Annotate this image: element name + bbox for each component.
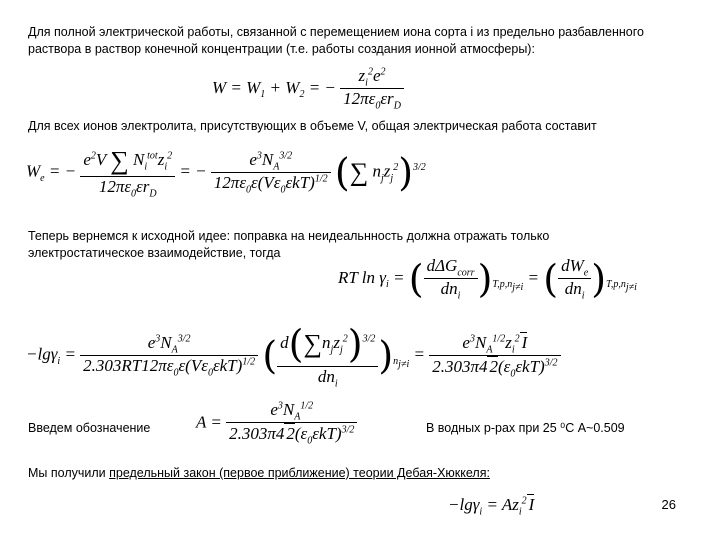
label-notation: Введем обозначение: [28, 421, 151, 435]
formula-total-work: $W_e$ = − $\frac{e^2V \sum N_i^{tot}z_i^2}{12\pi\varepsilon_0\varepsilon r_D}$ = − $\frac{e^3N_A^{3/2}}{12\pi\varepsilon_0\varepsilon(V\varepsilon_0\varepsilon kT)^{1/2}}$ (∑ $n_jz_j^2)^{3/2}$: [26, 146, 426, 200]
debye-huckel-law-link[interactable]: предельный закон (первое приближение) теории Дебая-Хюккеля:: [109, 466, 490, 480]
paragraph-prefix: Мы получили: [28, 466, 110, 480]
paragraph-idea: Теперь вернемся к исходной идее: поправка на неидеальнность должна отражать только электростатическое взаимодействие, тогда: [28, 229, 550, 260]
formula-work-ion: $W = W_1 + W_2$ = − $\frac{z_i^2e^2}{12\pi\varepsilon_0\varepsilon r_D}$: [212, 66, 404, 112]
note-aqueous-a: В водных р-рах при 25 ⁰С A~0.509: [426, 421, 625, 435]
formula-rt-ln-gamma: RT $\ln \gamma_i$ = ( $\frac{d\Delta G_{corr}}{dn_i}$ )$_{T,p,n_{j\ne i}}$ = ( $\frac{dW_e}{dn_i}$ )$_{T,p,n_{j\ne i}}$: [338, 256, 637, 302]
page-number: 26: [661, 497, 676, 512]
formula-limiting-law: $-\lg\gamma_i = Az_i^2$ I: [448, 495, 535, 518]
paragraph-total-work: Для всех ионов электролита, присутствующих в объеме V, общая электрическая работа составит: [28, 119, 597, 133]
paragraph-debye-huckel: [28, 465, 688, 482]
formula-minus-lg-gamma: −lgγ$_i$ = $\frac{e^3N_A^{3/2}}{2.303RT12\pi\varepsilon_0\varepsilon(V\varepsilon_0\varepsilon kT)^{1/2}}$ ( $\frac{d(\sum n_jz_j^2)^{3/2}}{dn_i}$ )$_{n_{j\ne i}}$ = $\frac{e^3N_A^{1/2}z_i^2 I}{2.303\pi 4 2(\varepsilon_0\varepsilon kT)^{3/2}}$: [26, 322, 561, 389]
formula-a-constant: A = $\frac{e^3N_A^{1/2}}{2.303\pi 4 2(\varepsilon_0\varepsilon kT)^{3/2}}$: [196, 400, 357, 447]
paragraph-work-ion: Для полной электрической работы, связанной с перемещением иона сорта i из предельно разбавленного раствора в раствор конечной концентрации (т.е. работы создания ионной атмосферы):: [28, 25, 644, 56]
